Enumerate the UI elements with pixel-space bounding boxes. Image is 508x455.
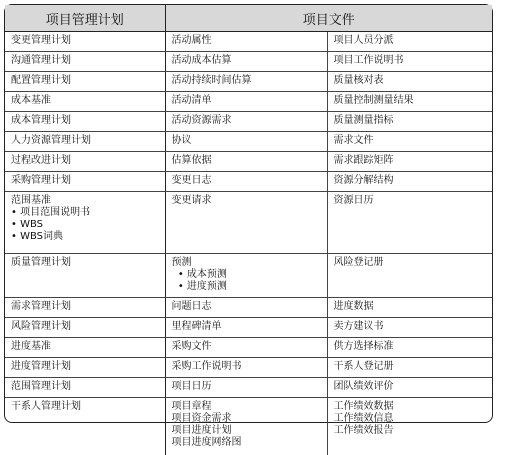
cell-line: 进度数据 (334, 301, 493, 313)
document-cell (165, 152, 327, 172)
table-row (5, 378, 492, 398)
cell-line: 范围基准 (11, 195, 165, 207)
table-row (5, 112, 492, 132)
cell-line: 风险登记册 (334, 257, 493, 269)
document-cell (327, 338, 492, 358)
table-row (5, 52, 492, 72)
table-body (5, 32, 492, 455)
cell-line: 进度基准 (11, 341, 165, 353)
document-cell (165, 378, 327, 398)
cell-line: 过程改进计划 (11, 155, 165, 167)
cell-line: 资源分解结构 (334, 175, 493, 187)
cell-line: 成本基准 (11, 95, 165, 107)
document-cell (327, 132, 492, 152)
cell-line: 项目进度计划 (172, 425, 327, 437)
document-cell (165, 318, 327, 338)
cell-line: 活动属性 (172, 35, 327, 47)
document-cell (327, 32, 492, 52)
table-row (5, 338, 492, 358)
document-cell (165, 112, 327, 132)
table-row (5, 318, 492, 338)
document-cell (165, 92, 327, 112)
cell-line: 质量控制测量结果 (334, 95, 493, 107)
document-cell (327, 378, 492, 398)
project-documents-table (5, 5, 492, 455)
cell-line: 质量管理计划 (11, 257, 165, 269)
cell-line: 项目进度网络图 (172, 437, 327, 449)
plan-cell (5, 338, 165, 358)
cell-line: 变更请求 (172, 195, 327, 207)
document-cell (327, 92, 492, 112)
plan-cell (5, 398, 165, 455)
cell-line: • 成本预测 (172, 269, 327, 281)
document-cell (165, 254, 327, 298)
cell-line: 变更日志 (172, 175, 327, 187)
document-cell (165, 172, 327, 192)
table-row (5, 254, 492, 298)
cell-line: 质量核对表 (334, 75, 493, 87)
cell-line: 范围管理计划 (11, 381, 165, 393)
cell-line: 需求管理计划 (11, 301, 165, 313)
cell-line: 活动持续时间估算 (172, 75, 327, 87)
plan-cell (5, 92, 165, 112)
table-row (5, 132, 492, 152)
document-cell (327, 192, 492, 254)
cell-line: • WBS (11, 219, 165, 231)
cell-line: 成本管理计划 (11, 115, 165, 127)
cell-line: 估算依据 (172, 155, 327, 167)
document-cell (327, 398, 492, 455)
plan-cell (5, 172, 165, 192)
cell-line: • 进度预测 (172, 281, 327, 293)
cell-line: 项目章程 (172, 401, 327, 413)
cell-line: 采购文件 (172, 341, 327, 353)
document-cell (165, 72, 327, 92)
plan-cell (5, 298, 165, 318)
cell-line: 预测 (172, 257, 327, 269)
cell-line: 干系人登记册 (334, 361, 493, 373)
table-row (5, 358, 492, 378)
cell-line: 人力资源管理计划 (11, 135, 165, 147)
plan-cell (5, 132, 165, 152)
document-cell (327, 358, 492, 378)
cell-line: 项目日历 (172, 381, 327, 393)
cell-line: 干系人管理计划 (11, 401, 165, 413)
plan-cell (5, 358, 165, 378)
document-cell (165, 358, 327, 378)
plan-cell (5, 52, 165, 72)
document-cell (165, 338, 327, 358)
cell-line: 活动资源需求 (172, 115, 327, 127)
document-cell (327, 52, 492, 72)
table-row (5, 172, 492, 192)
cell-line: 变更管理计划 (11, 35, 165, 47)
cell-line: 团队绩效评价 (334, 381, 493, 393)
cell-line: 质量测量指标 (334, 115, 493, 127)
cell-line: 供方选择标准 (334, 341, 493, 353)
document-cell (327, 72, 492, 92)
cell-line: 项目工作说明书 (334, 55, 493, 67)
table-row (5, 192, 492, 254)
cell-line: 配置管理计划 (11, 75, 165, 87)
cell-line: 风险管理计划 (11, 321, 165, 333)
document-cell (327, 318, 492, 338)
cell-line: • WBS词典 (11, 231, 165, 243)
document-cell (327, 298, 492, 318)
plan-cell (5, 152, 165, 172)
plan-cell (5, 192, 165, 254)
cell-line: 进度管理计划 (11, 361, 165, 373)
document-cell (165, 32, 327, 52)
plan-cell (5, 378, 165, 398)
document-cell (327, 254, 492, 298)
cell-line: 卖方建议书 (334, 321, 493, 333)
header-project-management-plan: 项目管理计划 (5, 5, 165, 32)
plan-cell (5, 32, 165, 52)
table-row (5, 92, 492, 112)
plan-cell (5, 72, 165, 92)
plan-cell (5, 112, 165, 132)
cell-line: 资源日历 (334, 195, 493, 207)
document-cell (165, 298, 327, 318)
cell-line: • 项目范围说明书 (11, 207, 165, 219)
cell-line: 活动清单 (172, 95, 327, 107)
cell-line: 需求跟踪矩阵 (334, 155, 493, 167)
cell-line: 问题日志 (172, 301, 327, 313)
table-row (5, 32, 492, 52)
cell-line: 里程碑清单 (172, 321, 327, 333)
table-row (5, 152, 492, 172)
project-documents-table-frame (4, 4, 493, 423)
document-cell (327, 172, 492, 192)
plan-cell (5, 318, 165, 338)
cell-line: 采购管理计划 (11, 175, 165, 187)
cell-line: 沟通管理计划 (11, 55, 165, 67)
header-project-documents: 项目文件 (165, 5, 492, 32)
document-cell (327, 152, 492, 172)
cell-line: 活动成本估算 (172, 55, 327, 67)
cell-line: 工作绩效信息 (334, 413, 493, 425)
document-cell (165, 132, 327, 152)
document-cell (165, 52, 327, 72)
cell-line: 采购工作说明书 (172, 361, 327, 373)
cell-line: 工作绩效数据 (334, 401, 493, 413)
document-cell (165, 398, 327, 455)
cell-line: 工作绩效报告 (334, 425, 493, 437)
table-row (5, 398, 492, 455)
document-cell (165, 192, 327, 254)
cell-line: 项目人员分派 (334, 35, 493, 47)
header-row (5, 5, 492, 32)
cell-line: 需求文件 (334, 135, 493, 147)
table-row (5, 298, 492, 318)
plan-cell (5, 254, 165, 298)
document-cell (327, 112, 492, 132)
cell-line: 协议 (172, 135, 327, 147)
cell-line: 项目资金需求 (172, 413, 327, 425)
table-row (5, 72, 492, 92)
